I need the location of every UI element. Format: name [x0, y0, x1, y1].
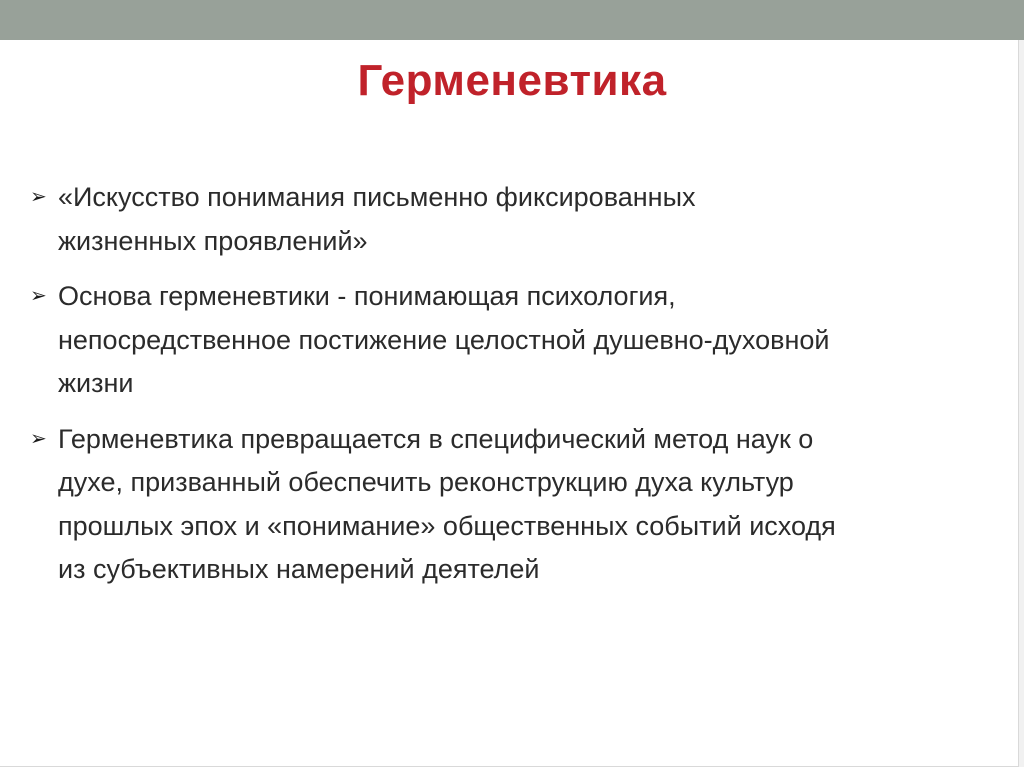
- arrowhead-bullet-icon: ➢: [30, 427, 47, 450]
- bullet-item: [28, 418, 978, 592]
- bullet-line: Основа герменевтики - понимающая психология,: [58, 281, 676, 311]
- bullet-line: Герменевтика превращается в специфический метод наук о: [58, 423, 814, 454]
- bullet-item: [28, 176, 978, 263]
- bullet-line: прошлых эпох и «понимание» общественных событий исходя: [58, 510, 836, 541]
- bullet-line: непосредственное постижение целостной душевно-духовной: [58, 324, 830, 355]
- top-decorative-band: [0, 0, 1024, 40]
- bullet-item: [28, 275, 978, 406]
- slide-title: Герменевтика: [357, 56, 667, 105]
- bullet-list: [28, 176, 978, 604]
- bullet-line: из субъективных намерений деятелей: [58, 554, 540, 584]
- arrowhead-bullet-icon: ➢: [30, 285, 47, 307]
- bullet-line: «Искусство понимания письменно фиксированных: [58, 182, 696, 212]
- arrowhead-bullet-icon: ➢: [30, 186, 47, 208]
- bullet-line: духе, призванный обеспечить реконструкцию духа культур: [58, 467, 794, 497]
- bullet-line: жизни: [58, 368, 134, 398]
- bullet-line: жизненных проявлений»: [58, 225, 368, 256]
